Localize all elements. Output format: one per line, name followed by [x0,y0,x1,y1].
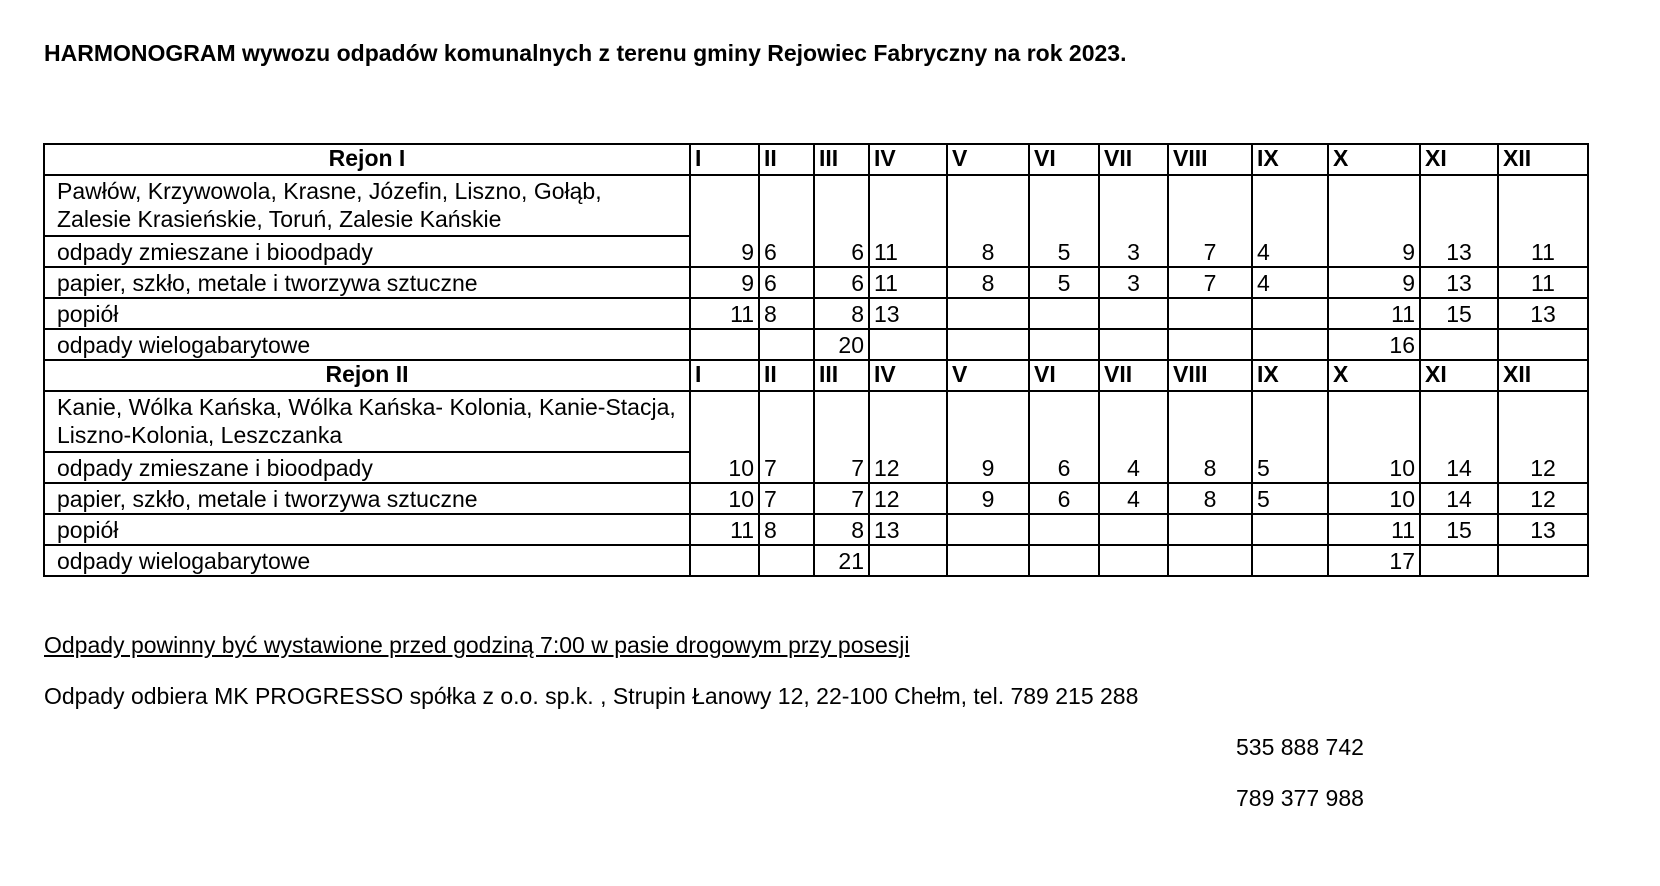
collection-day-cell: 4 [1099,452,1168,483]
collection-day-cell: 5 [1029,267,1099,298]
month-header: I [690,144,759,175]
month-header: XI [1420,144,1498,175]
collection-day-cell: 13 [869,298,947,329]
schedule-cell [1252,391,1328,452]
schedule-cell [1029,391,1099,452]
collection-day-cell: 11 [1498,267,1588,298]
table-row [44,545,1588,576]
waste-type-label: papier, szkło, metale i tworzywa sztuczne [44,267,690,298]
collection-day-cell: 5 [1252,483,1328,514]
waste-type-label: odpady wielogabarytowe [44,545,690,576]
schedule-cell [1252,175,1328,236]
collection-day-cell: 10 [1328,452,1420,483]
waste-type-label: odpady zmieszane i bioodpady [44,452,690,483]
collection-day-cell: 20 [814,329,869,360]
schedule-cell [1168,175,1252,236]
collection-day-cell [690,329,759,360]
collection-day-cell [1029,545,1099,576]
collection-day-cell: 7 [759,452,814,483]
month-header: XI [1420,360,1498,391]
collection-day-cell [869,545,947,576]
collection-day-cell: 5 [1252,452,1328,483]
collection-day-cell [947,514,1029,545]
collection-day-cell [869,329,947,360]
table-row [44,329,1588,360]
schedule-cell [1099,391,1168,452]
schedule-cell [1420,175,1498,236]
collection-day-cell: 10 [690,452,759,483]
schedule-cell [869,175,947,236]
waste-type-label: papier, szkło, metale i tworzywa sztuczne [44,483,690,514]
table-row [44,452,1588,483]
table-row [44,298,1588,329]
month-header: III [814,360,869,391]
collection-day-cell: 8 [814,514,869,545]
collection-day-cell: 11 [869,236,947,267]
collection-day-cell: 7 [1168,267,1252,298]
collection-day-cell [1099,514,1168,545]
collection-day-cell: 8 [947,236,1029,267]
collection-day-cell: 6 [1029,452,1099,483]
collection-day-cell [947,545,1029,576]
collection-day-cell: 16 [1328,329,1420,360]
month-header: II [759,360,814,391]
collection-day-cell: 9 [690,267,759,298]
collection-day-cell: 13 [869,514,947,545]
month-header: IX [1252,144,1328,175]
schedule-cell [947,391,1029,452]
collection-day-cell: 5 [1029,236,1099,267]
month-header: XII [1498,144,1588,175]
collection-day-cell: 12 [869,483,947,514]
schedule-cell [759,175,814,236]
month-header: IX [1252,360,1328,391]
collection-day-cell: 14 [1420,452,1498,483]
month-header: X [1328,360,1420,391]
collection-day-cell: 15 [1420,514,1498,545]
collection-day-cell: 11 [1498,236,1588,267]
collection-day-cell: 6 [759,267,814,298]
schedule-cell [1498,391,1588,452]
collection-day-cell [1252,298,1328,329]
locations-row [44,391,1588,452]
month-header: XII [1498,360,1588,391]
schedule-cell [1328,391,1420,452]
schedule-cell [690,175,759,236]
schedule-cell [947,175,1029,236]
region-header-row [44,360,1588,391]
collection-day-cell [1252,329,1328,360]
table-row [44,236,1588,267]
collection-day-cell: 13 [1420,236,1498,267]
collection-day-cell: 15 [1420,298,1498,329]
collection-day-cell: 11 [690,514,759,545]
month-header: VII [1099,360,1168,391]
collection-day-cell [1420,545,1498,576]
collection-day-cell: 9 [947,483,1029,514]
schedule-cell [759,391,814,452]
collection-day-cell: 4 [1099,483,1168,514]
month-header: VI [1029,144,1099,175]
collection-day-cell [759,329,814,360]
schedule-cell [1168,391,1252,452]
collection-day-cell [1029,329,1099,360]
collection-day-cell: 8 [1168,452,1252,483]
collection-day-cell [690,545,759,576]
locations-row [44,175,1588,236]
collection-day-cell [1099,298,1168,329]
collection-day-cell [1099,545,1168,576]
collection-day-cell [1029,514,1099,545]
collection-day-cell: 9 [1328,267,1420,298]
collection-day-cell: 6 [814,236,869,267]
month-header: V [947,360,1029,391]
time-note: Odpady powinny być wystawione przed godziną 7:00 w pasie drogowym przy posesji [44,632,910,658]
table-row [44,514,1588,545]
collection-day-cell: 21 [814,545,869,576]
collection-day-cell: 11 [869,267,947,298]
schedule-cell [1029,175,1099,236]
collection-day-cell: 12 [1498,483,1588,514]
collection-day-cell: 17 [1328,545,1420,576]
collection-day-cell: 8 [814,298,869,329]
collection-schedule-table [43,143,1589,577]
schedule-cell [814,391,869,452]
collection-day-cell [1252,545,1328,576]
collection-day-cell: 11 [690,298,759,329]
collection-day-cell: 6 [814,267,869,298]
collection-day-cell [1168,545,1252,576]
collection-day-cell: 9 [1328,236,1420,267]
waste-type-label: popiół [44,298,690,329]
collection-day-cell [1029,298,1099,329]
region-header-row [44,144,1588,175]
table-row [44,267,1588,298]
month-header: IV [869,360,947,391]
collection-day-cell: 8 [1168,483,1252,514]
collection-day-cell: 3 [1099,236,1168,267]
collection-day-cell: 8 [759,514,814,545]
collection-day-cell [1168,329,1252,360]
collection-day-cell: 13 [1498,298,1588,329]
collection-day-cell: 12 [869,452,947,483]
region-locations: Kanie, Wólka Kańska, Wólka Kańska- Kolonia, Kanie-Stacja, Liszno-Kolonia, Leszczanka [44,391,690,452]
month-header: I [690,360,759,391]
collection-day-cell: 11 [1328,514,1420,545]
collection-day-cell: 3 [1099,267,1168,298]
schedule-cell [814,175,869,236]
schedule-cell [690,391,759,452]
collection-day-cell: 10 [690,483,759,514]
month-header: V [947,144,1029,175]
collection-day-cell: 13 [1420,267,1498,298]
collection-day-cell [1099,329,1168,360]
region-locations: Pawłów, Krzywowola, Krasne, Józefin, Liszno, Gołąb, Zalesie Krasieńskie, Toruń, Zalesie Kańskie [44,175,690,236]
month-header: X [1328,144,1420,175]
collection-day-cell: 7 [1168,236,1252,267]
region-name: Rejon II [44,360,690,391]
schedule-cell [1498,175,1588,236]
collection-day-cell [1168,298,1252,329]
collection-day-cell: 7 [759,483,814,514]
month-header: VI [1029,360,1099,391]
month-header: III [814,144,869,175]
collection-day-cell [947,329,1029,360]
collection-day-cell [947,298,1029,329]
collection-day-cell: 7 [814,452,869,483]
waste-type-label: odpady wielogabarytowe [44,329,690,360]
phone-number: 535 888 742 [1236,734,1364,760]
collection-day-cell: 4 [1252,236,1328,267]
month-header: VIII [1168,360,1252,391]
collection-day-cell: 9 [947,452,1029,483]
collection-day-cell: 13 [1498,514,1588,545]
collection-day-cell: 11 [1328,298,1420,329]
schedule-cell [1328,175,1420,236]
waste-type-label: odpady zmieszane i bioodpady [44,236,690,267]
collection-day-cell [1498,545,1588,576]
collection-day-cell: 8 [759,298,814,329]
month-header: II [759,144,814,175]
collection-day-cell: 10 [1328,483,1420,514]
collection-day-cell: 6 [759,236,814,267]
collection-day-cell [759,545,814,576]
waste-type-label: popiół [44,514,690,545]
collection-day-cell: 9 [690,236,759,267]
collection-day-cell: 7 [814,483,869,514]
phone-number: 789 377 988 [1236,785,1364,811]
collection-day-cell [1420,329,1498,360]
month-header: IV [869,144,947,175]
document-title: HARMONOGRAM wywozu odpadów komunalnych z terenu gminy Rejowiec Fabryczny na rok 2023. [44,40,1127,66]
collection-day-cell: 14 [1420,483,1498,514]
region-name: Rejon I [44,144,690,175]
collection-day-cell: 8 [947,267,1029,298]
collection-day-cell: 6 [1029,483,1099,514]
collection-day-cell [1252,514,1328,545]
schedule-cell [1099,175,1168,236]
schedule-cell [869,391,947,452]
schedule-cell [1420,391,1498,452]
month-header: VII [1099,144,1168,175]
table-row [44,483,1588,514]
collection-day-cell [1498,329,1588,360]
collection-day-cell: 12 [1498,452,1588,483]
collection-day-cell [1168,514,1252,545]
month-header: VIII [1168,144,1252,175]
collection-day-cell: 4 [1252,267,1328,298]
collector-info: Odpady odbiera MK PROGRESSO spółka z o.o. sp.k. , Strupin Łanowy 12, 22-100 Chełm, tel. 789 215 288 [44,683,1139,709]
